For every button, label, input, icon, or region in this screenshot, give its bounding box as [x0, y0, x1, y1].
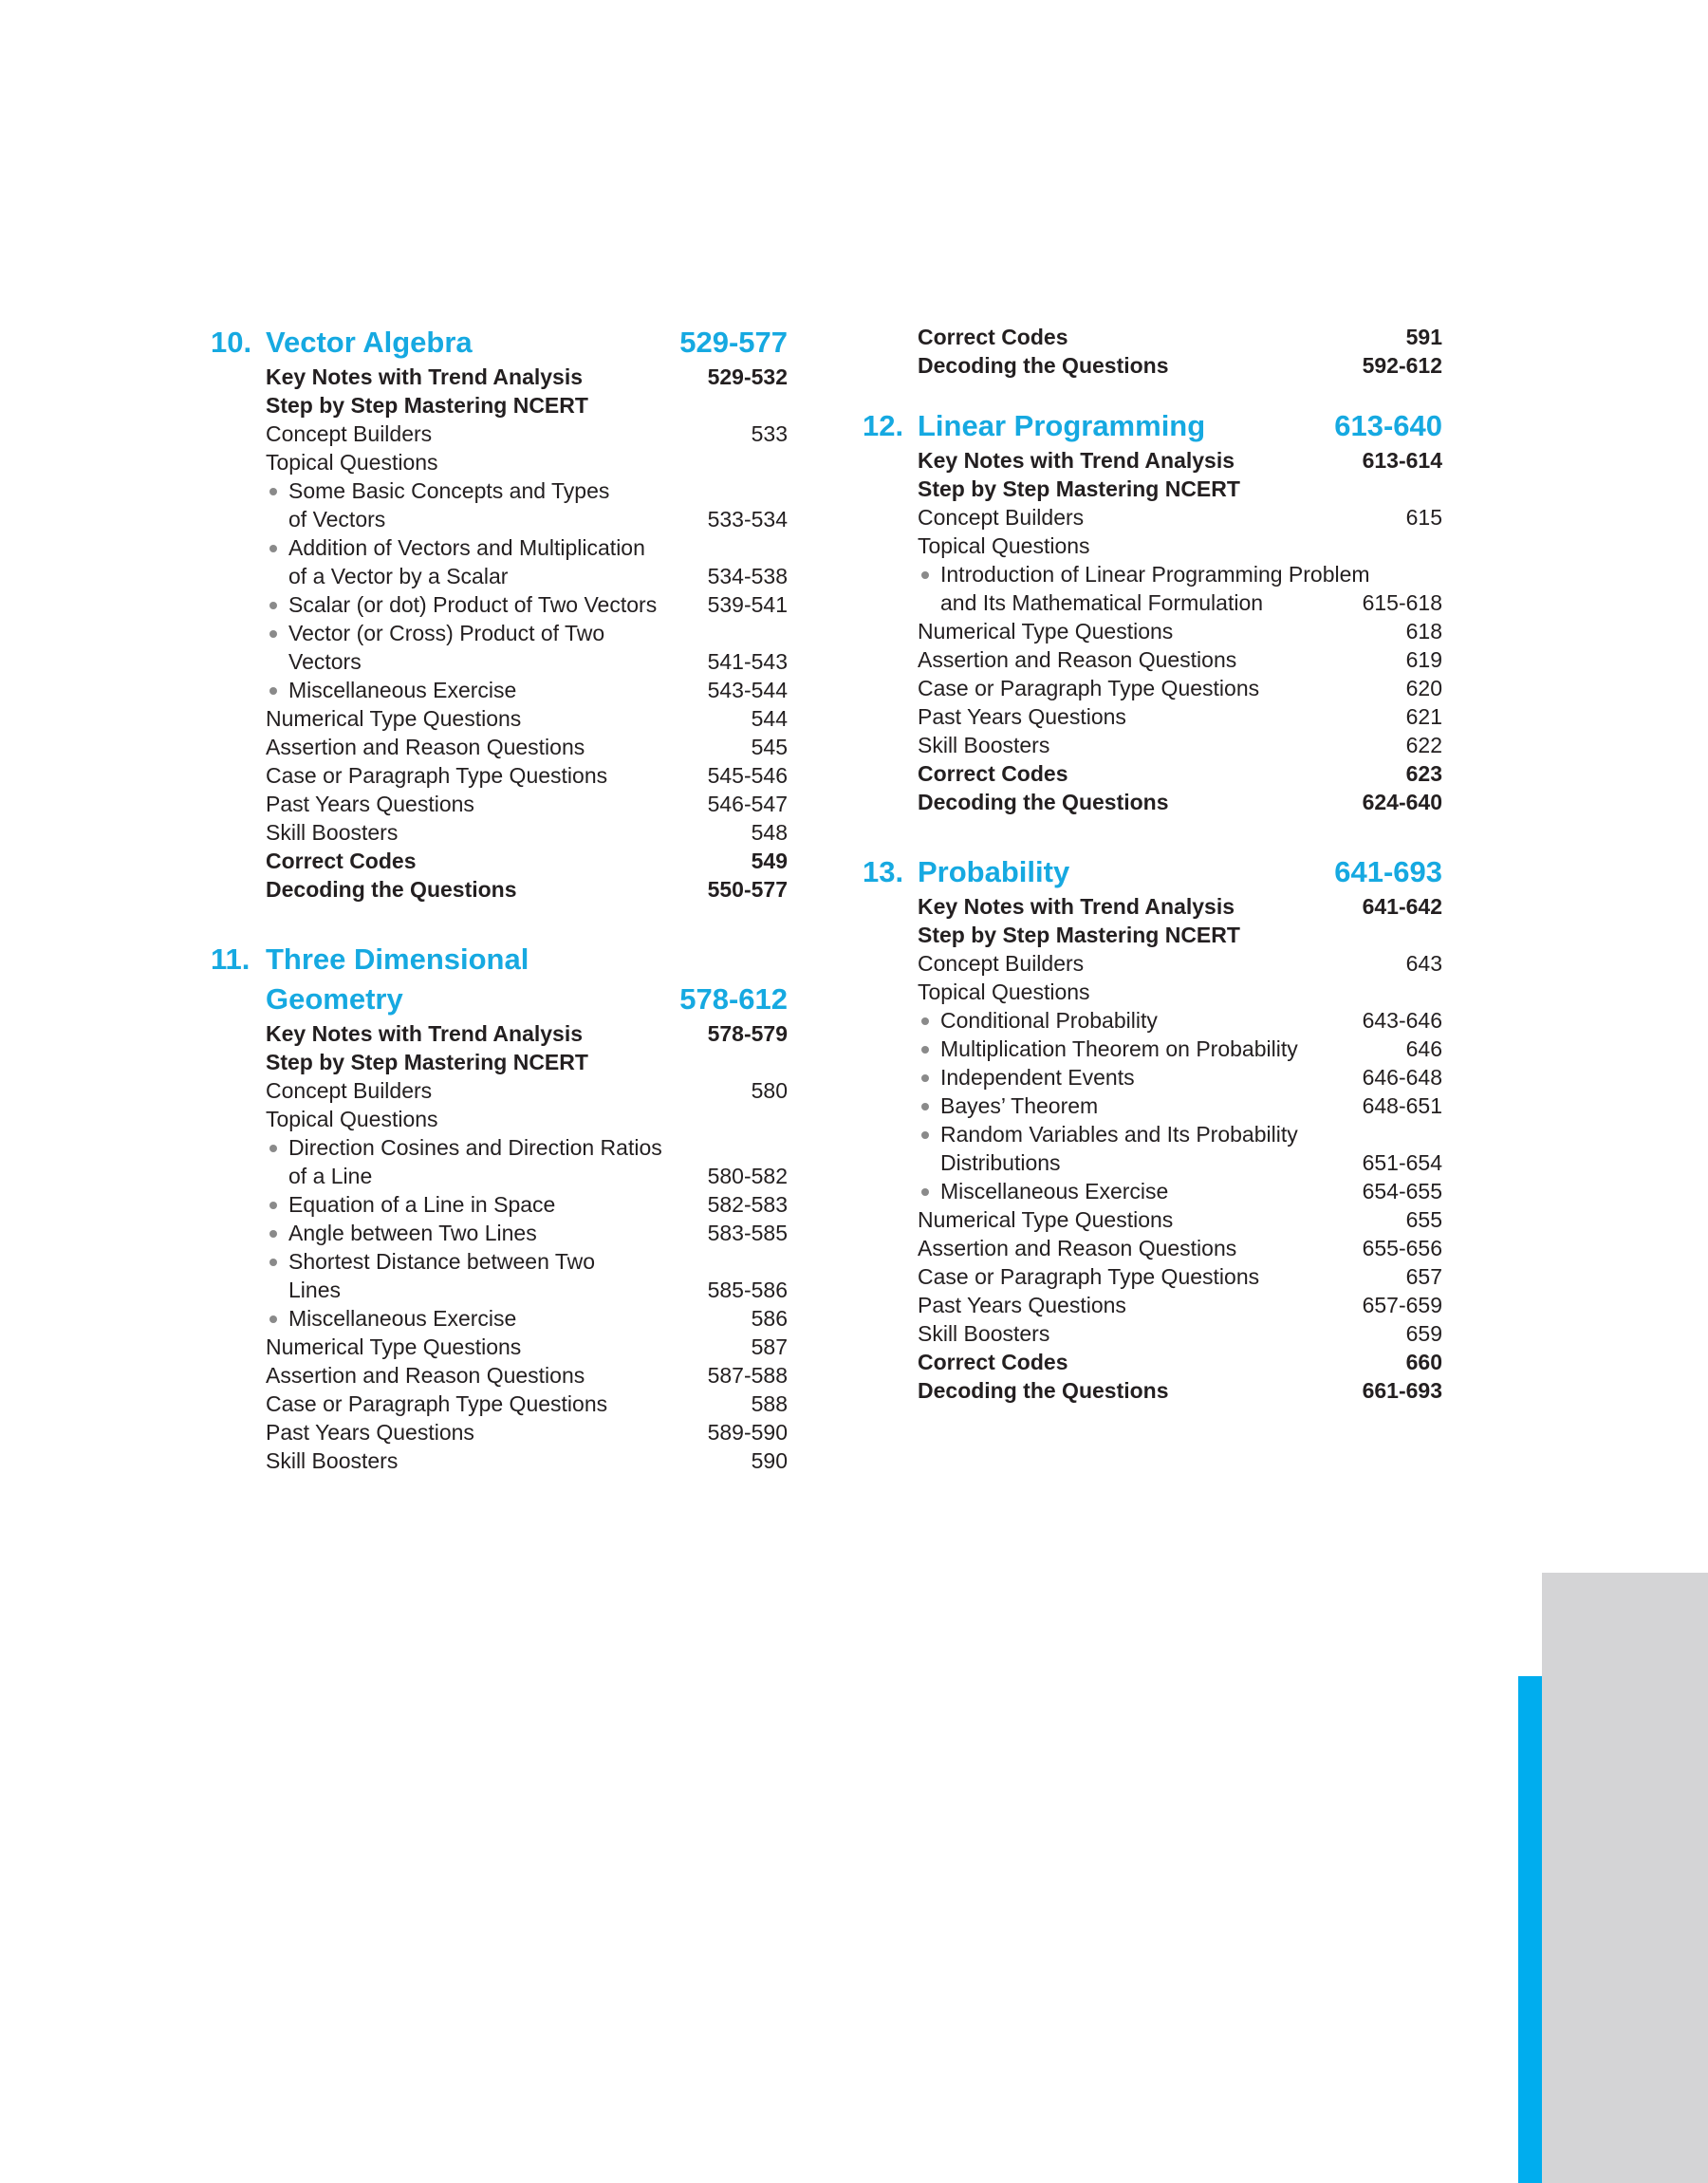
entry-title: Skill Boosters	[266, 1448, 399, 1473]
entry-page-range: 545-546	[707, 763, 788, 788]
entry-title: Correct Codes	[918, 761, 1068, 786]
toc-entry[interactable]	[918, 731, 1442, 759]
entry-title: Key Notes with Trend Analysis	[918, 448, 1235, 473]
toc-entry[interactable]	[918, 949, 1442, 978]
toc-entry[interactable]	[266, 1418, 788, 1446]
toc-subtopic-entry[interactable]	[918, 1006, 1442, 1035]
toc-entry[interactable]	[918, 323, 1442, 351]
entry-title: Numerical Type Questions	[266, 706, 522, 731]
chapter-11-continued-entries	[918, 323, 1442, 380]
toc-subtopic-entry[interactable]	[918, 1092, 1442, 1120]
chapter-number: 12.	[863, 409, 904, 442]
entry-title: Past Years Questions	[266, 792, 474, 816]
chapter-page-range: 613-640	[1334, 409, 1442, 442]
toc-subtopic-entry[interactable]	[266, 476, 788, 533]
toc-entry[interactable]	[918, 532, 1442, 560]
entry-title-line2: of a Line	[288, 1164, 373, 1188]
entry-title: Concept Builders	[266, 1078, 433, 1103]
toc-subtopic-entry[interactable]	[266, 1133, 788, 1190]
chapter-number: 10.	[211, 326, 252, 359]
entry-title: Concept Builders	[266, 421, 433, 446]
entry-title: Bayes’ Theorem	[940, 1093, 1099, 1118]
entry-title: Numerical Type Questions	[918, 619, 1174, 644]
toc-entry[interactable]	[918, 674, 1442, 702]
entry-title: Equation of a Line in Space	[288, 1192, 556, 1217]
entry-page-range: 549	[751, 849, 788, 873]
entry-title: Assertion and Reason Questions	[266, 1363, 585, 1388]
toc-subtopic-entry[interactable]	[918, 1177, 1442, 1205]
entry-title: Step by Step Mastering NCERT	[918, 923, 1240, 947]
entry-page-range: 590	[751, 1448, 788, 1473]
toc-subtopic-entry[interactable]	[918, 1120, 1442, 1177]
chapter-title: Probability	[918, 855, 1070, 888]
entry-title: Miscellaneous Exercise	[940, 1179, 1169, 1203]
entry-page-range: 615	[1405, 505, 1442, 530]
toc-entry[interactable]	[266, 875, 788, 904]
chapter-title: Three Dimensional	[266, 942, 529, 976]
toc-entry[interactable]	[266, 733, 788, 761]
entry-title: Concept Builders	[918, 951, 1085, 976]
toc-subtopic-entry[interactable]	[918, 1063, 1442, 1092]
entry-page-range: 643-646	[1362, 1008, 1442, 1033]
entry-page-range: 623	[1405, 761, 1442, 786]
toc-left-column	[211, 323, 788, 1475]
entry-page-range: 619	[1405, 647, 1442, 672]
toc-entry[interactable]	[266, 761, 788, 790]
entry-title: Case or Paragraph Type Questions	[918, 676, 1260, 700]
toc-subtopic-entry[interactable]	[266, 676, 788, 704]
entry-title: Correct Codes	[918, 1350, 1068, 1374]
toc-entry[interactable]	[266, 1361, 788, 1390]
entry-page-range: 582-583	[707, 1192, 788, 1217]
toc-subtopic-entry[interactable]	[266, 1219, 788, 1247]
entry-title: Addition of Vectors and Multiplication	[288, 535, 645, 560]
toc-entry[interactable]	[918, 503, 1442, 532]
entry-page-range: 533	[751, 421, 788, 446]
entry-title: Topical Questions	[918, 980, 1090, 1004]
entry-title-line2: Lines	[288, 1278, 341, 1302]
chapter-page-range: 578-612	[679, 982, 788, 1016]
chapter-number: 13.	[863, 855, 904, 888]
entry-title: Correct Codes	[266, 849, 417, 873]
toc-entry[interactable]	[918, 475, 1442, 503]
entry-title: Past Years Questions	[918, 704, 1126, 729]
entry-title: Introduction of Linear Programming Problem	[940, 562, 1370, 587]
entry-page-range: 580	[751, 1078, 788, 1103]
toc-subtopic-entry[interactable]	[266, 619, 788, 676]
entry-title: Topical Questions	[918, 533, 1090, 558]
entry-title: Skill Boosters	[266, 820, 399, 845]
entry-title: Decoding the Questions	[918, 353, 1169, 378]
entry-title: Miscellaneous Exercise	[288, 1306, 517, 1331]
chapter-page-range: 641-693	[1334, 855, 1442, 888]
entry-page-range: 621	[1405, 704, 1442, 729]
entry-page-range: 655	[1405, 1207, 1442, 1232]
entry-page-range: 533-534	[707, 507, 788, 532]
chapter-10-heading[interactable]	[211, 323, 788, 363]
entry-page-range: 546-547	[707, 792, 788, 816]
entry-title: Past Years Questions	[266, 1420, 474, 1445]
entry-title: Independent Events	[940, 1065, 1135, 1090]
entry-title: Random Variables and Its Probability	[940, 1122, 1298, 1147]
toc-entry[interactable]	[918, 1348, 1442, 1376]
entry-title: Key Notes with Trend Analysis	[266, 364, 584, 389]
entry-title: Shortest Distance between Two	[288, 1249, 596, 1274]
toc-entry[interactable]	[266, 1048, 788, 1076]
entry-page-range: 624-640	[1362, 790, 1442, 814]
entry-title: Case or Paragraph Type Questions	[918, 1264, 1260, 1289]
entry-title: Assertion and Reason Questions	[266, 735, 585, 759]
entry-title: Assertion and Reason Questions	[918, 647, 1237, 672]
toc-entry[interactable]	[918, 645, 1442, 674]
entry-title: Key Notes with Trend Analysis	[266, 1021, 584, 1046]
entry-title: Step by Step Mastering NCERT	[266, 1050, 588, 1074]
toc-entry[interactable]	[266, 420, 788, 448]
toc-entry[interactable]	[918, 1262, 1442, 1291]
entry-title: Multiplication Theorem on Probability	[940, 1036, 1298, 1061]
entry-title-line2: of a Vector by a Scalar	[288, 564, 509, 588]
entry-page-range: 545	[751, 735, 788, 759]
entry-title: Correct Codes	[918, 325, 1068, 349]
toc-entry[interactable]	[266, 1019, 788, 1048]
toc-entry[interactable]	[918, 788, 1442, 816]
toc-entry[interactable]	[918, 617, 1442, 645]
entry-page-range: 641-642	[1362, 894, 1442, 919]
entry-page-range: 586	[751, 1306, 788, 1331]
entry-title: Decoding the Questions	[918, 790, 1169, 814]
toc-entry[interactable]	[918, 1234, 1442, 1262]
chapter-page-range: 529-577	[679, 326, 788, 359]
toc-entry[interactable]	[918, 1205, 1442, 1234]
entry-title-line2: and Its Mathematical Formulation	[940, 590, 1264, 615]
entry-page-range: 613-614	[1362, 448, 1442, 473]
toc-subtopic-entry[interactable]	[266, 533, 788, 590]
toc-entry[interactable]	[918, 759, 1442, 788]
toc-subtopic-entry[interactable]	[266, 1304, 788, 1333]
entry-title: Angle between Two Lines	[288, 1221, 537, 1245]
entry-title: Decoding the Questions	[918, 1378, 1169, 1403]
toc-subtopic-entry[interactable]	[266, 590, 788, 619]
entry-title: Topical Questions	[266, 1107, 438, 1131]
entry-page-range: 544	[751, 706, 788, 731]
entry-page-range: 654-655	[1362, 1179, 1442, 1203]
entry-page-range: 661-693	[1362, 1378, 1442, 1403]
entry-page-range: 615-618	[1362, 590, 1442, 615]
toc-entry[interactable]	[918, 1376, 1442, 1405]
entry-title: Concept Builders	[918, 505, 1085, 530]
toc-entry[interactable]	[266, 790, 788, 818]
chapter-13-heading[interactable]	[863, 852, 1442, 892]
toc-entry[interactable]	[918, 1319, 1442, 1348]
toc-entry[interactable]	[266, 1105, 788, 1133]
entry-title: Step by Step Mastering NCERT	[266, 393, 588, 418]
entry-page-range: 550-577	[707, 877, 788, 902]
entry-page-range: 643	[1405, 951, 1442, 976]
chapter-12-entries	[918, 446, 1442, 816]
entry-title-line2: Distributions	[940, 1150, 1061, 1175]
side-tab-blue	[1518, 1676, 1542, 2183]
entry-page-range: 646	[1405, 1036, 1442, 1061]
toc-entry[interactable]	[918, 1291, 1442, 1319]
entry-page-range: 648-651	[1362, 1093, 1442, 1118]
entry-title: Case or Paragraph Type Questions	[266, 763, 608, 788]
chapter-11-entries	[266, 1019, 788, 1475]
toc-entry[interactable]	[918, 351, 1442, 380]
entry-page-range: 583-585	[707, 1221, 788, 1245]
entry-page-range: 646-648	[1362, 1065, 1442, 1090]
toc-entry[interactable]	[266, 448, 788, 476]
toc-subtopic-entry[interactable]	[266, 1247, 788, 1304]
toc-entry[interactable]	[266, 1076, 788, 1105]
toc-subtopic-entry[interactable]	[918, 560, 1442, 617]
entry-page-range: 622	[1405, 733, 1442, 757]
entry-title: Assertion and Reason Questions	[918, 1236, 1237, 1260]
entry-title: Miscellaneous Exercise	[288, 678, 517, 702]
toc-subtopic-entry[interactable]	[918, 1035, 1442, 1063]
entry-page-range: 539-541	[707, 592, 788, 617]
entry-title: Scalar (or dot) Product of Two Vectors	[288, 592, 658, 617]
entry-title: Conditional Probability	[940, 1008, 1158, 1033]
entry-page-range: 591	[1405, 325, 1442, 349]
entry-title: Key Notes with Trend Analysis	[918, 894, 1235, 919]
entry-title: Vector (or Cross) Product of Two	[288, 621, 605, 645]
entry-page-range: 580-582	[707, 1164, 788, 1188]
chapter-13-entries	[918, 892, 1442, 1405]
entry-page-range: 578-579	[707, 1021, 788, 1046]
entry-page-range: 592-612	[1362, 353, 1442, 378]
entry-title: Numerical Type Questions	[266, 1334, 522, 1359]
entry-title: Case or Paragraph Type Questions	[266, 1391, 608, 1416]
entry-page-range: 543-544	[707, 678, 788, 702]
toc-entry[interactable]	[918, 446, 1442, 475]
toc-entry[interactable]	[266, 1333, 788, 1361]
toc-entry[interactable]	[266, 1446, 788, 1475]
entry-page-range: 657	[1405, 1264, 1442, 1289]
entry-title: Skill Boosters	[918, 1321, 1050, 1346]
chapter-12-heading[interactable]	[863, 406, 1442, 446]
entry-page-range: 529-532	[707, 364, 788, 389]
entry-title: Decoding the Questions	[266, 877, 517, 902]
chapter-title: Vector Algebra	[266, 326, 473, 359]
toc-entry[interactable]	[918, 892, 1442, 921]
chapter-11-heading[interactable]	[211, 940, 788, 1019]
entry-page-range: 659	[1405, 1321, 1442, 1346]
toc-entry[interactable]	[918, 921, 1442, 949]
toc-entry[interactable]	[266, 363, 788, 391]
side-tab-grey	[1542, 1573, 1708, 2183]
entry-page-range: 655-656	[1362, 1236, 1442, 1260]
toc-entry[interactable]	[918, 702, 1442, 731]
chapter-10-entries	[266, 363, 788, 904]
chapter-number: 11.	[211, 942, 251, 976]
entry-page-range: 534-538	[707, 564, 788, 588]
entry-page-range: 587	[751, 1334, 788, 1359]
toc-entry[interactable]	[266, 847, 788, 875]
entry-title-line2: Vectors	[288, 649, 362, 674]
entry-page-range: 541-543	[707, 649, 788, 674]
entry-page-range: 588	[751, 1391, 788, 1416]
toc-entry[interactable]	[266, 704, 788, 733]
entry-page-range: 587-588	[707, 1363, 788, 1388]
entry-title: Past Years Questions	[918, 1293, 1126, 1317]
entry-title: Topical Questions	[266, 450, 438, 475]
entry-title: Skill Boosters	[918, 733, 1050, 757]
entry-page-range: 657-659	[1362, 1293, 1442, 1317]
entry-page-range: 618	[1405, 619, 1442, 644]
entry-title: Numerical Type Questions	[918, 1207, 1174, 1232]
toc-entry[interactable]	[918, 978, 1442, 1006]
entry-page-range: 585-586	[707, 1278, 788, 1302]
toc-entry[interactable]	[266, 818, 788, 847]
entry-title: Step by Step Mastering NCERT	[918, 476, 1240, 501]
entry-title: Direction Cosines and Direction Ratios	[288, 1135, 662, 1160]
toc-entry[interactable]	[266, 391, 788, 420]
entry-page-range: 651-654	[1362, 1150, 1442, 1175]
toc-entry[interactable]	[266, 1390, 788, 1418]
chapter-title: Linear Programming	[918, 409, 1206, 442]
entry-page-range: 548	[751, 820, 788, 845]
entry-page-range: 620	[1405, 676, 1442, 700]
entry-page-range: 660	[1405, 1350, 1442, 1374]
toc-right-column	[863, 323, 1442, 1405]
entry-title-line2: of Vectors	[288, 507, 386, 532]
entry-title: Some Basic Concepts and Types	[288, 478, 610, 503]
entry-page-range: 589-590	[707, 1420, 788, 1445]
chapter-title-line2: Geometry	[266, 982, 403, 1016]
toc-subtopic-entry[interactable]	[266, 1190, 788, 1219]
